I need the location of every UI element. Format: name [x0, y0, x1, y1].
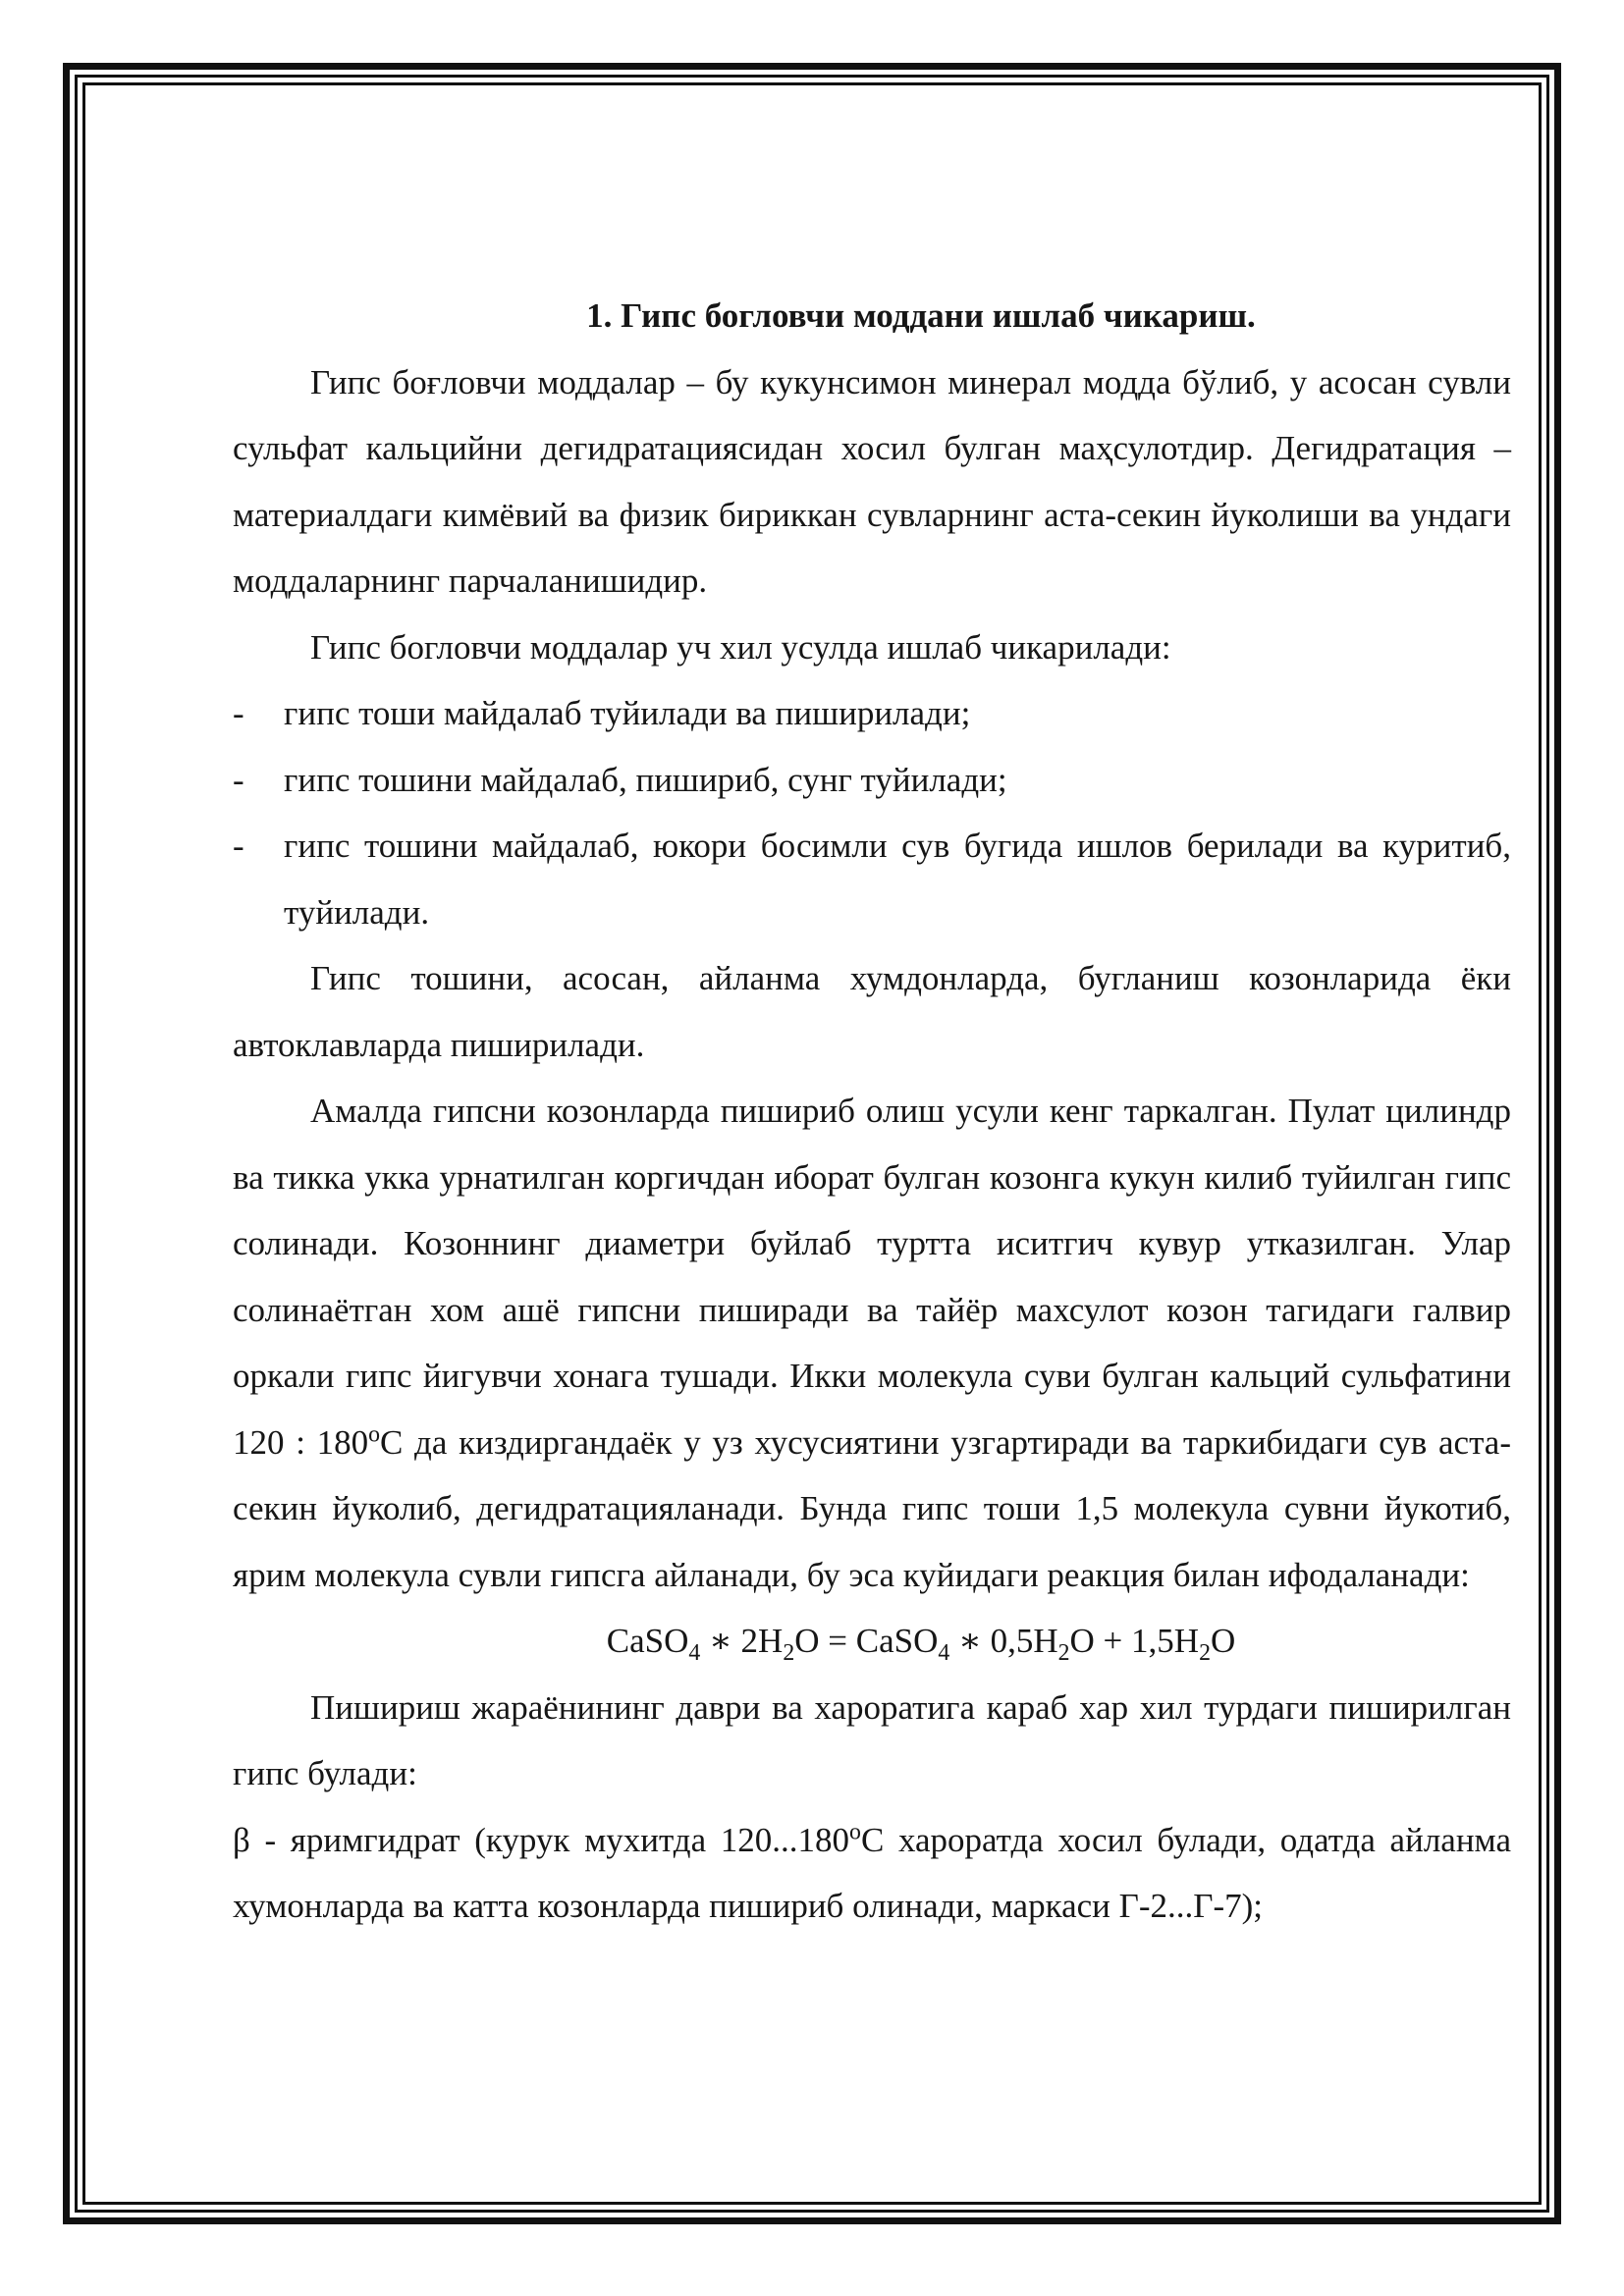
list-dash: -	[233, 827, 244, 865]
list-item	[233, 747, 1511, 814]
degree-mark: o	[849, 1818, 861, 1844]
list-item	[233, 813, 1511, 945]
list-dash: -	[233, 760, 244, 799]
formula-text: ∗ 0,5H	[949, 1622, 1058, 1660]
document-body	[233, 283, 1511, 1940]
formula-text: CaSO	[606, 1622, 689, 1660]
paragraph-methods-intro: Гипс богловчи моддалар уч хил усулда ишлаб чикарилади:	[310, 627, 1171, 667]
paragraph-types-intro: Пишириш жараёнининг даври ва хароратига караб хар хил турдаги пиширилган гипс булади:	[233, 1687, 1511, 1792]
paragraph-kilns: Гипс тошини, асосан, айланма хумдонларда, бугланиш козонларида ёки автоклавларда пиширилади.	[233, 959, 1511, 1064]
beta-text-part1: β - яримгидрат (курук мухитда 120...180	[233, 1820, 850, 1859]
formula-subscript: 2	[1057, 1640, 1070, 1666]
list-item	[233, 680, 1511, 747]
degree-mark: o	[368, 1420, 381, 1447]
list-item-text: гипс тошини майдалаб, пишириб, сунг туйилади;	[284, 760, 1007, 799]
formula-text: O + 1,5H	[1069, 1622, 1200, 1660]
paragraph-beta-hemihydrate	[233, 1807, 1511, 1940]
list-dash: -	[233, 694, 244, 732]
paragraph-definition: Гипс боғловчи моддалар – бу кукунсимон минерал модда бўлиб, у асосан сувли сульфат кальцийни дегидратациясидан хосил булган маҳсулотдир. Дегидратация – материалдаги кимёвий ва физик бириккан сувларнинг аста-секин йуколиши ва ундаги моддаларнинг парчаланишидир.	[233, 362, 1511, 600]
process-text-part1: Амалда гипсни козонларда пишириб олиш усули кенг таркалган. Пулат цилиндр ва тикка укка урнатилган коргичдан иборат булган козонга кукун килиб туйилган гипс солинади. Козоннинг диаметри буйлаб туртта иситгич кувур утказилган. Улар солинаётган хом ашё гипсни пиширади ва тайёр махсулот козон тагидаги галвир оркали гипс йигувчи хонага тушади. Икки молекула суви булган кальций сульфатини 120 : 180	[233, 1092, 1511, 1462]
formula-subscript: 2	[1199, 1640, 1211, 1666]
formula-text: O = CaSO	[794, 1622, 939, 1660]
process-text-part2: С да киздиргандаёк у уз хусусиятини узгартиради ва таркибидаги сув аста-секин йуколиб, дегидратацияланади. Бунда гипс тоши 1,5 молекула сувни йукотиб, ярим молекула сувли гипсга айланади, бу эса куйидаги реакция билан ифодаланади:	[233, 1422, 1511, 1594]
formula-subscript: 4	[688, 1640, 701, 1666]
list-item-text: гипс тоши майдалаб туйилади ва пиширилади;	[284, 694, 971, 732]
formula-subscript: 4	[938, 1640, 950, 1666]
formula-subscript: 2	[783, 1640, 795, 1666]
beta-text-part2: С хароратда хосил булади, одатда айланма хумонларда ва катта козонларда пишириб олинади, маркаси Г-2...Г-7);	[233, 1820, 1511, 1925]
section-title: 1. Гипс богловчи моддани ишлаб чикариш.	[586, 296, 1256, 335]
chemical-formula	[233, 1608, 1511, 1675]
paragraph-process	[233, 1078, 1511, 1608]
formula-text: O	[1210, 1622, 1236, 1660]
formula-text: ∗ 2H	[700, 1622, 784, 1660]
list-item-text: гипс тошини майдалаб, юкори босимли сув бугида ишлов берилади ва куритиб, туйилади.	[284, 827, 1511, 932]
